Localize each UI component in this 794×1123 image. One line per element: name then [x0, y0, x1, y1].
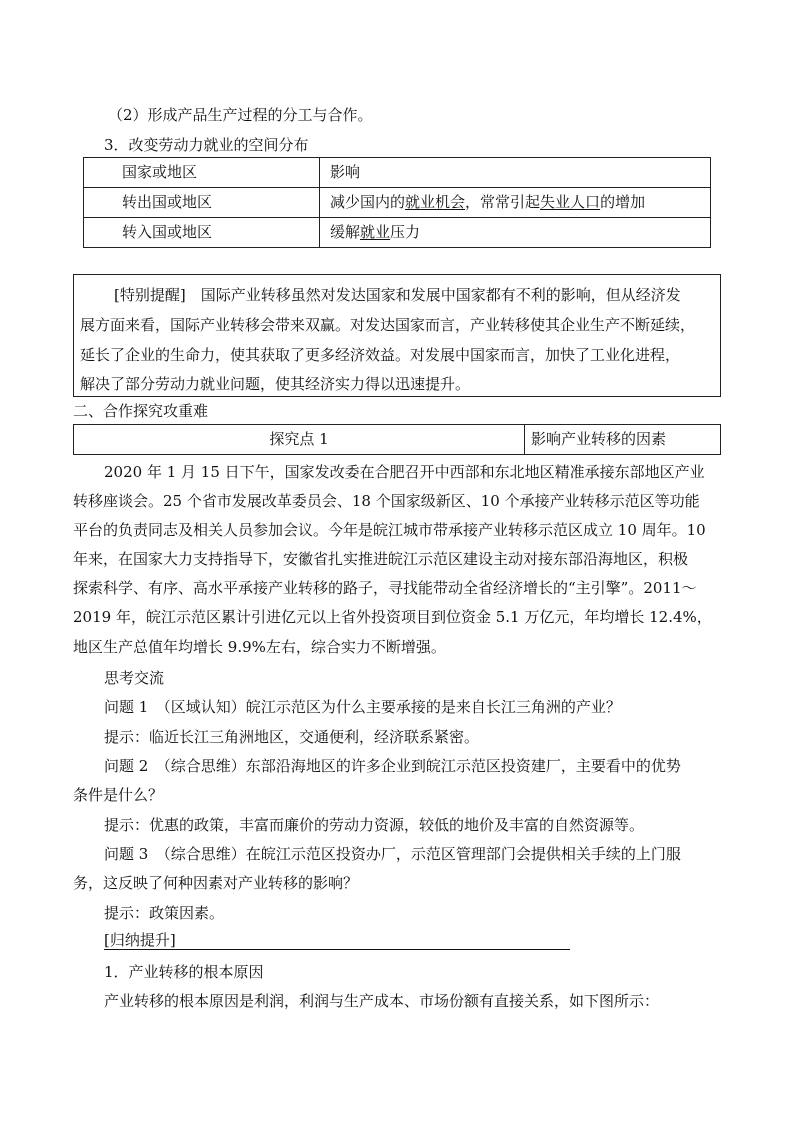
- summary-text-1: 产业转移的根本原因是利润，利润与生产成本、市场份额有直接关系，如下图所示：: [104, 992, 660, 1010]
- answer-3: 提示：政策因素。: [104, 904, 225, 922]
- explore-point-table: [73, 424, 721, 455]
- effect-text: 压力: [390, 223, 421, 241]
- underlined-term: 失业人口: [540, 193, 601, 211]
- summary-label: [归纳提升]: [104, 931, 176, 949]
- employment-impact-table: [83, 157, 711, 248]
- question-3-cont: 务，这反映了何种因素对产业转移的影响？: [73, 874, 359, 892]
- list-item-2: （2）形成产品生产过程的分工与合作。: [108, 106, 373, 124]
- passage-line: 2019 年，皖江示范区累计引进亿元以上省外投资项目到位资金 5.1 万亿元，年均增长 12.4%，: [73, 608, 712, 626]
- summary-divider: [104, 949, 570, 950]
- passage-line: 探索科学、有序、高水平承接产业转移的路子，寻找能带动全省经济增长的“主引擎”。2011～: [73, 579, 697, 597]
- heading-3: 3．改变劳动力就业的空间分布: [104, 136, 309, 154]
- note-line: 延长了企业的生命力，使其获取了更多经济效益。对发展中国家而言，加快了工业化进程，: [80, 346, 681, 364]
- table-cell-region: 转出国或地区: [84, 188, 320, 218]
- table-row: [74, 425, 721, 455]
- question-3: 问题 3 （综合思维）在皖江示范区投资办厂，示范区管理部门会提供相关手续的上门服: [104, 845, 681, 863]
- note-line: 展方面来看，国际产业转移会带来双赢。对发达国家而言，产业转移使其企业生产不断延续，: [80, 316, 696, 334]
- answer-2: 提示：优惠的政策，丰富而廉价的劳动力资源，较低的地价及丰富的自然资源等。: [104, 816, 645, 834]
- passage-line: 转移座谈会。25 个省市发展改革委员会、18 个国家级新区、10 个承接产业转移示范区等功能: [73, 492, 700, 510]
- table-header-cell: 影响: [320, 158, 711, 188]
- explore-label: 探究点 1: [74, 425, 525, 455]
- table-header-cell: 国家或地区: [84, 158, 320, 188]
- question-2: 问题 2 （综合思维）东部沿海地区的许多企业到皖江示范区投资建厂，主要看中的优势: [104, 757, 681, 775]
- special-note-box: [73, 274, 721, 397]
- passage-line: 2020 年 1 月 15 日下午，国家发改委在合肥召开中西部和东北地区精准承接东部地区产业: [104, 463, 705, 481]
- section-heading: 二、合作探究攻重难: [73, 402, 209, 420]
- note-line: [特别提醒] 国际产业转移虽然对发达国家和发展中国家都有不利的影响，但从经济发: [114, 286, 681, 304]
- note-line: 解决了部分劳动力就业问题，使其经济实力得以迅速提升。: [80, 375, 471, 393]
- question-1: 问题 1 （区域认知）皖江示范区为什么主要承接的是来自长江三角洲的产业？: [104, 698, 621, 716]
- discussion-title: 思考交流: [104, 669, 165, 687]
- underlined-term: 就业机会: [405, 193, 466, 211]
- table-row: [84, 218, 711, 248]
- table-row: [84, 188, 711, 218]
- table-header-row: [84, 158, 711, 188]
- table-cell-region: 转入国或地区: [84, 218, 320, 248]
- effect-text: 减少国内的: [330, 193, 406, 211]
- effect-text: ，常常引起: [465, 193, 541, 211]
- table-cell-effect: [320, 188, 711, 218]
- underlined-term: 就业: [360, 223, 391, 241]
- summary-heading-1: 1．产业转移的根本原因: [104, 963, 264, 981]
- table-cell-effect: [320, 218, 711, 248]
- answer-1: 提示：临近长江三角洲地区，交通便利，经济联系紧密。: [104, 728, 480, 746]
- effect-text: 缓解: [330, 223, 361, 241]
- passage-line: 年来，在国家大力支持指导下，安徽省扎实推进皖江示范区建设主动对接东部沿海地区，积极: [73, 550, 689, 568]
- effect-text: 的增加: [600, 193, 646, 211]
- passage-line: 平台的负责同志及相关人员参加会议。今年是皖江城市带承接产业转移示范区成立 10 周年。10: [73, 521, 706, 539]
- explore-topic: 影响产业转移的因素: [525, 425, 721, 455]
- question-2-cont: 条件是什么？: [73, 786, 164, 804]
- passage-line: 地区生产总值年均增长 9.9%左右，综合实力不断增强。: [73, 638, 446, 656]
